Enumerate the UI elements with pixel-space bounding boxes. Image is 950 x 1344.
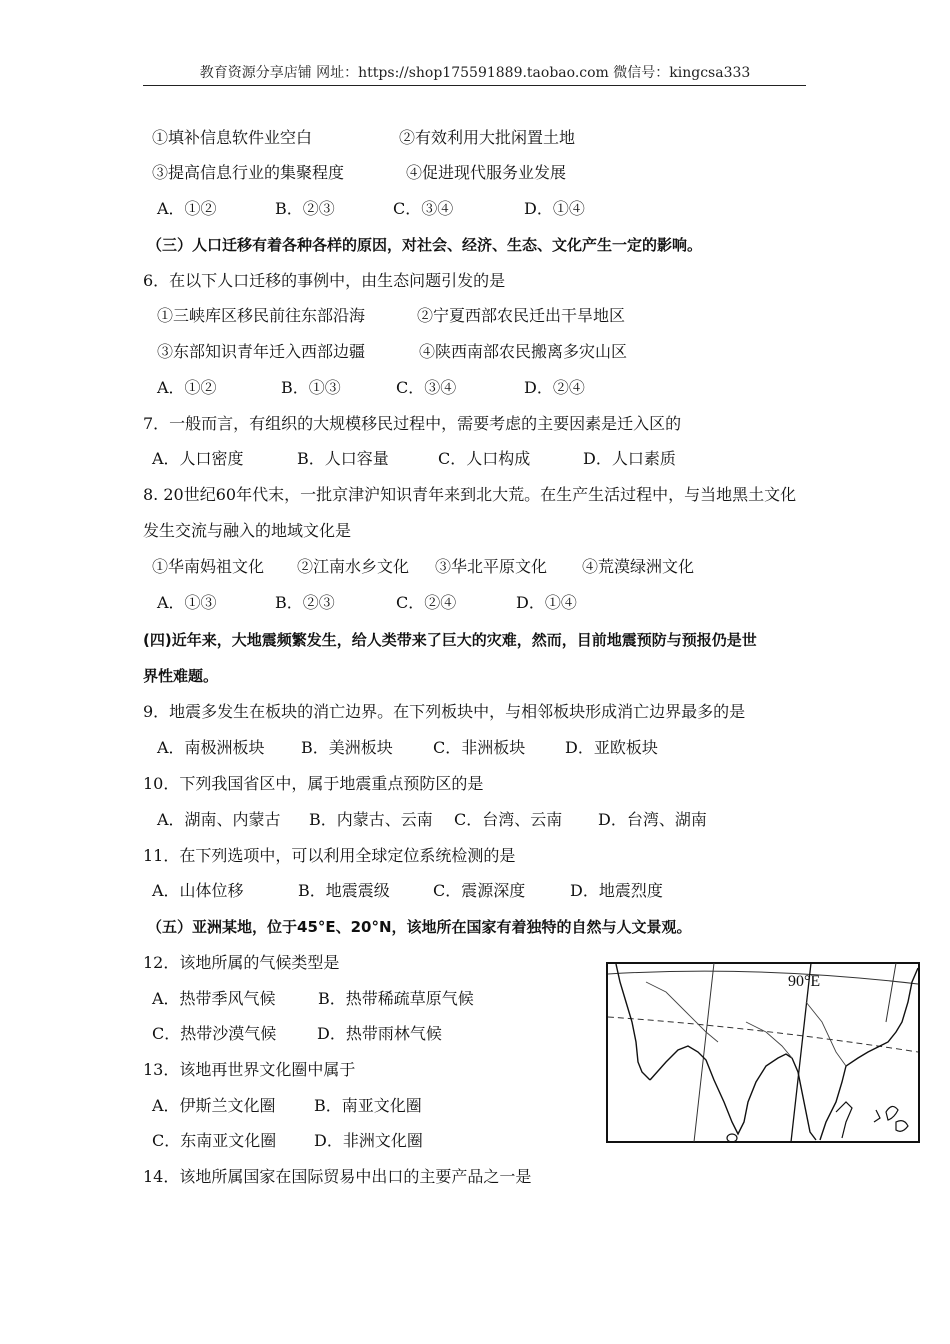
option-a: A．①② (157, 378, 217, 397)
option-c: C．东南亚文化圈 (152, 1131, 277, 1150)
option-b: B．②③ (275, 593, 335, 612)
option-a: A．①② (157, 199, 217, 218)
option-d: D．①④ (516, 593, 577, 612)
question-14-stem: 14．该地所属国家在国际贸易中出口的主要产品之一是 (143, 1167, 532, 1186)
option-a: A．南极洲板块 (157, 738, 265, 757)
option-b: B．南亚文化圈 (314, 1096, 422, 1115)
option-a: A．伊斯兰文化圈 (152, 1096, 276, 1115)
section-heading: （五）亚洲某地，位于45°E、20°N，该地所在国家有着独特的自然与人文景观。 (147, 918, 692, 936)
question-10-stem: 10．下列我国省区中，属于地震重点预防区的是 (143, 774, 484, 793)
option-c: C．震源深度 (433, 881, 526, 900)
option-c: C．③④ (393, 199, 454, 218)
option-d: D．台湾、湖南 (598, 810, 707, 829)
choice-row (152, 128, 576, 148)
statement-2: ②江南水乡文化 (297, 557, 410, 576)
option-c: C．人口构成 (438, 449, 531, 468)
map-frame (607, 963, 919, 1142)
statement-4: ④促进现代服务业发展 (406, 163, 567, 182)
statement-1: ①三峡库区移民前往东部沿海 (157, 306, 366, 325)
answer-options (152, 1096, 422, 1116)
statement-3: ③华北平原文化 (435, 557, 548, 576)
statement-3: ③东部知识青年迁入西部边疆 (157, 342, 366, 361)
option-d: D．亚欧板块 (565, 738, 658, 757)
section-heading: (四)近年来，大地震频繁发生，给人类带来了巨大的灾难，然而，目前地震预防与预报仍是世 (143, 631, 757, 649)
statement-1: ①华南妈祖文化 (152, 557, 265, 576)
option-a: A．人口密度 (152, 449, 244, 468)
option-b: B．地震震级 (298, 881, 390, 900)
choice-row (152, 557, 695, 577)
option-b: B．内蒙古、云南 (309, 810, 433, 829)
choice-row (152, 163, 567, 183)
question-7-stem: 7．一般而言，有组织的大规模移民过程中，需要考虑的主要因素是迁入区的 (143, 414, 682, 433)
option-c: C．③④ (396, 378, 457, 397)
statement-2: ②宁夏西部农民迁出干旱地区 (417, 306, 626, 325)
statement-1: ①填补信息软件业空白 (152, 128, 313, 147)
south-asia-map (606, 962, 920, 1143)
option-c: C．台湾、云南 (454, 810, 563, 829)
option-c: C．非洲板块 (433, 738, 526, 757)
answer-options (152, 449, 676, 469)
option-d: D．①④ (524, 199, 585, 218)
option-d: D．热带雨林气候 (317, 1024, 442, 1043)
question-11-stem: 11．在下列选项中，可以利用全球定位系统检测的是 (143, 846, 516, 865)
answer-options (152, 1131, 423, 1151)
answer-options (152, 989, 474, 1009)
option-d: D．非洲文化圈 (314, 1131, 423, 1150)
question-8-stem-continued: 发生交流与融入的地域文化是 (143, 521, 352, 540)
longitude-label: 90°E (788, 973, 821, 990)
option-b: B．热带稀疏草原气候 (318, 989, 474, 1008)
answer-options (157, 199, 585, 219)
answer-options (152, 1024, 442, 1044)
option-b: B．美洲板块 (301, 738, 393, 757)
statement-3: ③提高信息行业的集聚程度 (152, 163, 345, 182)
section-heading-continued: 界性难题。 (143, 667, 219, 685)
option-a: A．湖南、内蒙古 (157, 810, 281, 829)
choice-row (157, 306, 626, 326)
option-a: A．①③ (157, 593, 217, 612)
question-9-stem: 9．地震多发生在板块的消亡边界。在下列板块中，与相邻板块形成消亡边界最多的是 (143, 702, 746, 721)
option-a: A．热带季风气候 (152, 989, 276, 1008)
question-12-stem: 12．该地所属的气候类型是 (143, 953, 340, 972)
answer-options (152, 881, 663, 901)
question-13-stem: 13．该地再世界文化圈中属于 (143, 1060, 356, 1079)
option-b: B．人口容量 (297, 449, 389, 468)
option-b: B．①③ (281, 378, 341, 397)
option-d: D．地震烈度 (570, 881, 663, 900)
statement-4: ④陕西南部农民搬离多灾山区 (419, 342, 628, 361)
statement-4: ④荒漠绿洲文化 (582, 557, 695, 576)
answer-options (157, 593, 577, 613)
section-heading: （三）人口迁移有着各种各样的原因，对社会、经济、生态、文化产生一定的影响。 (147, 236, 703, 254)
question-6-stem: 6．在以下人口迁移的事例中，由生态问题引发的是 (143, 271, 506, 290)
question-8-stem: 8. 20世纪60年代末，一批京津沪知识青年来到北大荒。在生产生活过程中，与当地黑土文化 (143, 485, 797, 504)
option-c: C．热带沙漠气候 (152, 1024, 277, 1043)
choice-row (157, 342, 628, 362)
statement-2: ②有效利用大批闲置土地 (399, 128, 576, 147)
answer-options (157, 738, 658, 758)
option-c: C．②④ (396, 593, 457, 612)
option-b: B．②③ (275, 199, 335, 218)
page-header: 教育资源分享店铺 网址：https://shop175591889.taobao.com 微信号：kingcsa333 (199, 65, 751, 81)
header-divider (143, 85, 806, 86)
option-a: A．山体位移 (152, 881, 244, 900)
option-d: D．②④ (524, 378, 585, 397)
answer-options (157, 810, 707, 830)
answer-options (157, 378, 585, 398)
option-d: D．人口素质 (583, 449, 676, 468)
